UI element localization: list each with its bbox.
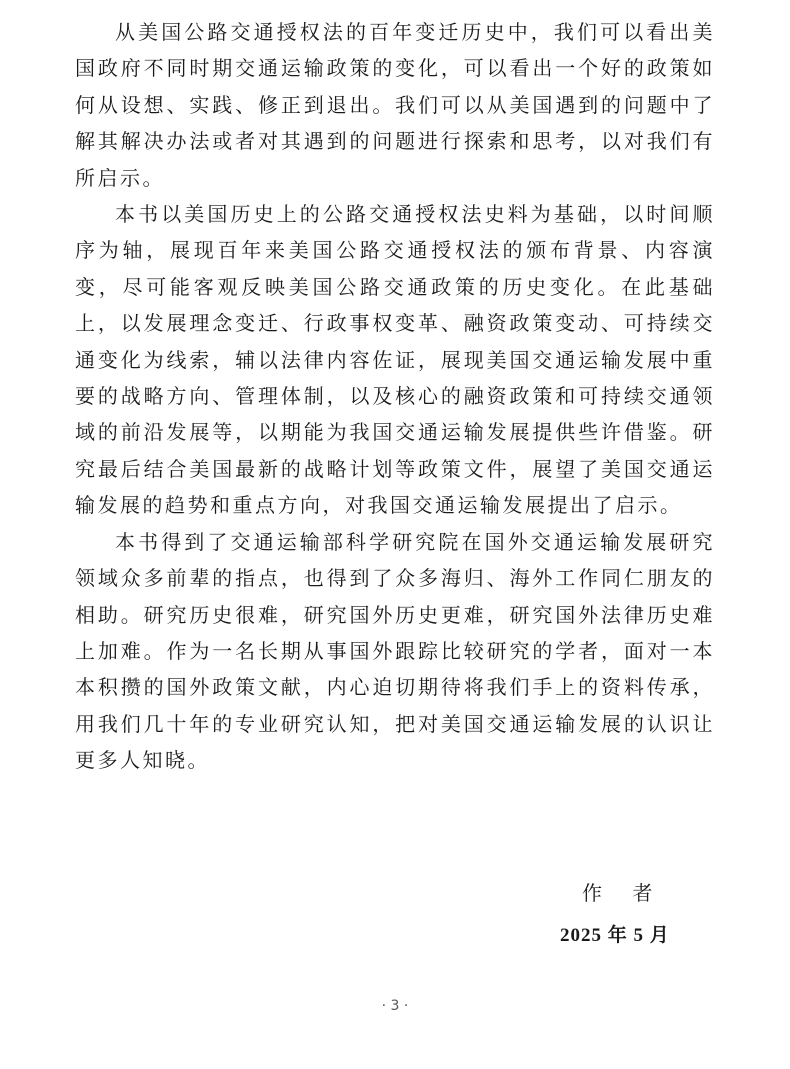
paragraph-1: 从美国公路交通授权法的百年变迁历史中，我们可以看出美国政府不同时期交通运输政策的变化，可以看出一个好的政策如何从设想、实践、修正到退出。我们可以从美国遇到的问题中了解其解决办法或者对其遇到的问题进行探索和思考，以对我们有所启示。: [75, 20, 715, 190]
paragraph-3: 本书得到了交通运输部科学研究院在国外交通运输发展研究领域众多前辈的指点，也得到了众多海归、海外工作同仁朋友的相助。研究历史很难，研究国外历史更难，研究国外法律历史难上加难。作为一名长期从事国外跟踪比较研究的学者，面对一本本积攒的国外政策文献，内心迫切期待将我们手上的资料传承，用我们几十年的专业研究认知，把对美国交通运输发展的认识让更多人知晓。: [75, 529, 715, 773]
signature-date: 2025 年 5 月: [560, 925, 670, 946]
preface-body: [75, 14, 715, 779]
page-number: · 3 ·: [381, 998, 409, 1014]
signature-author: 作 者: [582, 881, 665, 905]
paragraph-2: 本书以美国历史上的公路交通授权法史料为基础，以时间顺序为轴，展现百年来美国公路交通授权法的颁布背景、内容演变，尽可能客观反映美国公路交通政策的历史变化。在此基础上，以发展理念变迁、行政事权变革、融资政策变动、可持续交通变化为线索，辅以法律内容佐证，展现美国交通运输发展中重要的战略方向、管理体制，以及核心的融资政策和可持续交通领域的前沿发展等，以期能为我国交通运输发展提供些许借鉴。研究最后结合美国最新的战略计划等政策文件，展望了美国交通运输发展的趋势和重点方向，对我国交通运输发展提出了启示。: [75, 202, 715, 518]
